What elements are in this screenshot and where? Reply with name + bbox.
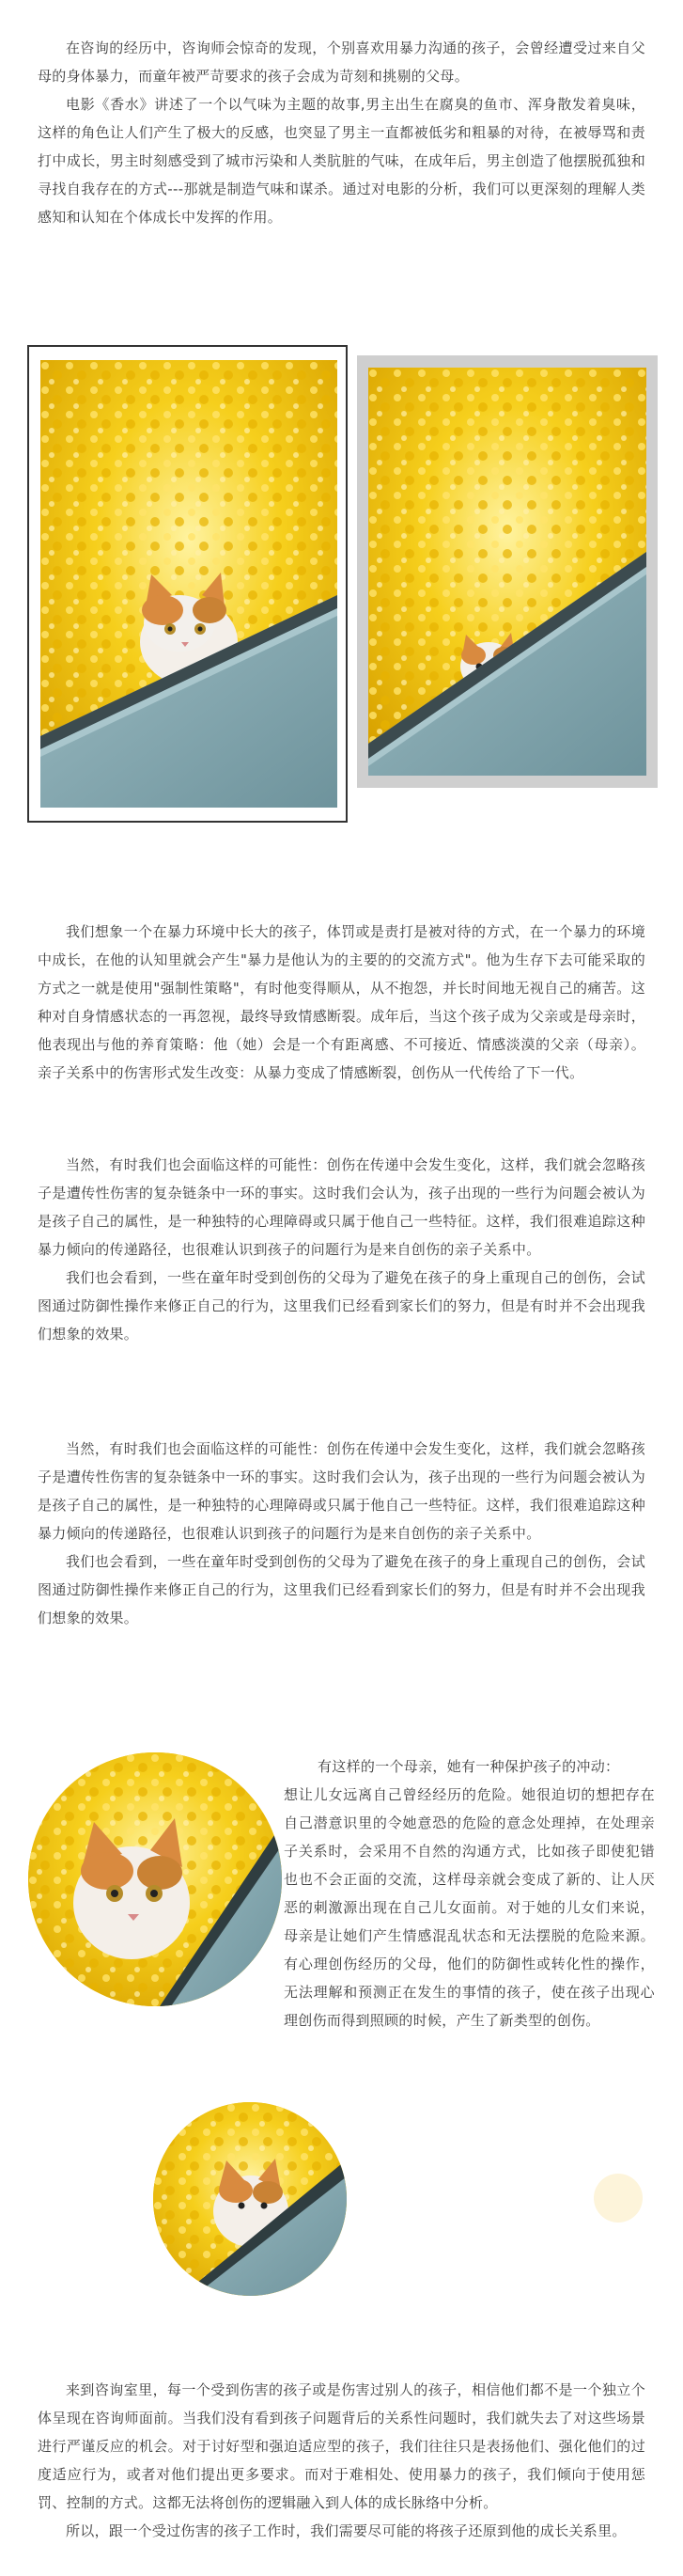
cat-circle-photo-large xyxy=(28,1752,282,2006)
cat-circle-photo-small xyxy=(153,2102,347,2296)
photo-frame-right xyxy=(357,355,658,788)
closing-paragraph-1: 来到咨询室里，每一个受到伤害的孩子或是伤害过别人的孩子，相信他们都不是一个独立个体呈现在咨询师面前。当我们没有看到孩子问题背后的关系性问题时，我们就失去了对这些场景进行严谨反应的机会。对于讨好型和强迫适应型的孩子，我们往往只是表扬他们、强化他们的过度适应行为，或者对他们提出更多要求。而对于难相处、使用暴力的孩子，我们倾向于使用惩罚、控制的方式。这都无法将创伤的逻辑融入到人体的成长脉络中分析。 xyxy=(38,2381,645,2511)
cat-on-roof-photo-small xyxy=(368,368,646,776)
side-body-text: 想让儿女远离自己曾经经历的危险。她很迫切的想把存在自己潜意识里的令她意恐的危险的意念处理掉，在处理亲子关系时，会采用不自然的沟通方式，比如孩子即使犯错也也不会正面的交流，这样母亲就会变成了新的、让人厌恶的刺激源出现在自己儿女面前。对于她的儿女们来说，母亲是让她们产生情感混乱状态和无法摆脱的危险来源。有心理创伤经历的父母，他们的防御性或转化性的操作，无法理解和预测正在发生的事情的孩子，使在孩子出现心理创伤而得到照顾的时候，产生了新类型的创伤。 xyxy=(284,1786,655,2029)
section-4-paragraph-1: 当然，有时我们也会面临这样的可能性：创伤在传递中会发生变化，这样，我们就会忽略孩子是遭传性伤害的复杂链条中一环的事实。这时我们会认为，孩子出现的一些行为问题会被认为是孩子自己的属性，是一种独特的心理障碍或只属于他自己一些特征。这样，我们很难追踪这种暴力倾向的传递路径，也很难认识到孩子的问题行为是来自创伤的亲子关系中。 xyxy=(38,1440,645,1542)
section-3-paragraph-2: 我们也会看到，一些在童年时受到创伤的父母为了避免在孩子的身上重现自己的创伤，会试图通过防御性操作来修正自己的行为，这里我们已经看到家长们的努力，但是有时并不会出现我们想象的效果。 xyxy=(38,1269,645,1343)
decorative-dot xyxy=(594,2174,643,2223)
intro-section xyxy=(0,34,683,231)
cat-on-roof-photo xyxy=(40,360,337,808)
section-4-paragraph-2: 我们也会看到，一些在童年时受到创伤的父母为了避免在孩子的身上重现自己的创伤，会试图通过防御性操作来修正自己的行为，这里我们已经看到家长们的努力，但是有时并不会出现我们想象的效果。 xyxy=(38,1553,645,1626)
photo-frame-left xyxy=(27,345,348,823)
section-4 xyxy=(0,1435,683,1632)
section-2-paragraph-1: 我们想象一个在暴力环境中长大的孩子，体罚或是责打是被对待的方式，在一个暴力的环境中成长，在他的认知里就会产生"暴力是他认为的主要的的交流方式"。他为生存下去可能采取的方式之一就是使用"强制性策略"，有时他变得顺从，从不抱怨，并长时间地无视自己的痛苦。这种对自身情感状态的一再忽视，最终导致情感断裂。成年后，当这个孩子成为父亲或是母亲时，他表现出与他的养育策略：他（她）会是一个有距离感、不可接近、情感淡漠的父亲（母亲）。亲子关系中的伤害形式发生改变：从暴力变成了情感断裂，创伤从一代传给了下一代。 xyxy=(38,923,645,1081)
section-3-paragraph-1: 当然，有时我们也会面临这样的可能性：创伤在传递中会发生变化，这样，我们就会忽略孩子是遭传性伤害的复杂链条中一环的事实。这时我们会认为，孩子出现的一些行为问题会被认为是孩子自己的属性，是一种独特的心理障碍或只属于他自己一些特征。这样，我们很难追踪这种暴力倾向的传递路径，也很难认识到孩子的问题行为是来自创伤的亲子关系中。 xyxy=(38,1156,645,1258)
closing-section xyxy=(0,2376,683,2545)
section-3 xyxy=(0,1151,683,1348)
intro-paragraph-1: 在咨询的经历中，咨询师会惊奇的发现，个别喜欢用暴力沟通的孩子，会曾经遭受过来自父母的身体暴力，而童年被严苛要求的孩子会成为苛刻和挑剔的父母。 xyxy=(38,39,645,85)
side-text-block xyxy=(284,1752,655,2034)
closing-paragraph-2: 所以，跟一个受过伤害的孩子工作时，我们需要尽可能的将孩子还原到他的成长关系里。 xyxy=(66,2522,627,2539)
section-2 xyxy=(0,918,683,1087)
intro-paragraph-2: 电影《香水》讲述了一个以气味为主题的故事,男主出生在腐臭的鱼市、浑身散发着臭味，这样的角色让人们产生了极大的反感，也突显了男主一直都被低劣和粗暴的对待，在被辱骂和责打中成长，男主时刻感受到了城市污染和人类肮脏的气味，在成年后，男主创造了他摆脱孤独和寻找自我存在的方式---那就是制造气味和谋杀。通过对电影的分析，我们可以更深刻的理解人类感知和认知在个体成长中发挥的作用。 xyxy=(38,96,645,226)
side-lead-text: 有这样的一个母亲，她有一种保护孩子的冲动： xyxy=(318,1758,620,1775)
